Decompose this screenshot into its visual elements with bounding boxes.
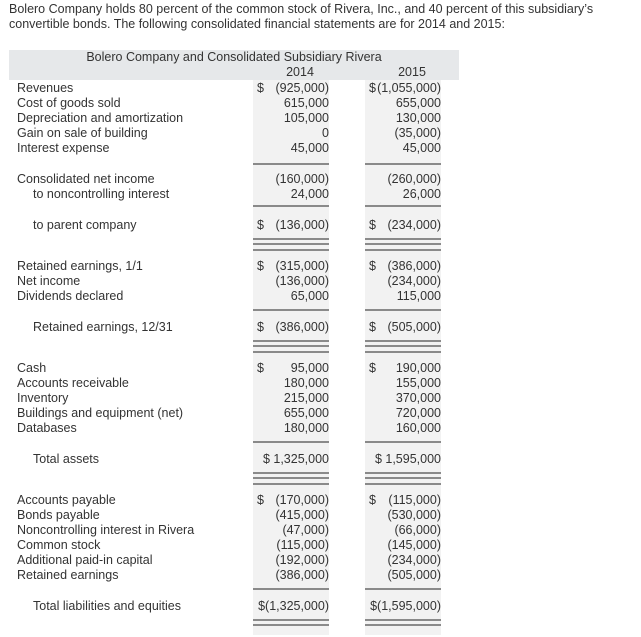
currency-symbol: $ bbox=[369, 259, 376, 273]
value-2015: (234,000) bbox=[387, 218, 441, 232]
value-2014: 24,000 bbox=[290, 187, 329, 201]
row-label: Dividends declared bbox=[17, 289, 124, 303]
value-2015: 160,000 bbox=[395, 421, 441, 435]
row-label: Bonds payable bbox=[17, 508, 100, 522]
currency-symbol: $ bbox=[369, 81, 376, 95]
separator-line bbox=[253, 472, 329, 474]
separator-line bbox=[253, 309, 329, 311]
value-2015: (1,055,000) bbox=[377, 81, 441, 95]
separator-line bbox=[253, 163, 329, 165]
separator-line bbox=[365, 243, 441, 245]
row-label: Consolidated net income bbox=[17, 172, 155, 186]
value-2014: 180,000 bbox=[283, 421, 329, 435]
row-label: Additional paid-in capital bbox=[17, 553, 153, 567]
row-label: Inventory bbox=[17, 391, 69, 405]
value-2014: (386,000) bbox=[275, 568, 329, 582]
value-2015: (35,000) bbox=[394, 126, 441, 140]
currency-symbol: $ bbox=[257, 259, 264, 273]
value-2015: 130,000 bbox=[395, 111, 441, 125]
value-2015: 155,000 bbox=[395, 376, 441, 390]
currency-symbol: $ bbox=[257, 320, 264, 334]
separator-line bbox=[253, 483, 329, 485]
value-2014: $(1,325,000) bbox=[258, 599, 329, 613]
value-2015: (115,000) bbox=[388, 493, 441, 507]
value-2015: (386,000) bbox=[387, 259, 441, 273]
value-2015: (260,000) bbox=[387, 172, 441, 186]
value-2014: 655,000 bbox=[283, 406, 329, 420]
value-2014: (136,000) bbox=[275, 274, 329, 288]
row-label: Accounts payable bbox=[17, 493, 116, 507]
separator-line bbox=[253, 588, 329, 590]
currency-symbol: $ bbox=[257, 81, 264, 95]
separator-line bbox=[365, 624, 441, 626]
currency-symbol: $ bbox=[369, 218, 376, 232]
row-label: Total assets bbox=[33, 452, 100, 466]
value-2015: 655,000 bbox=[395, 96, 441, 110]
separator-line bbox=[365, 351, 441, 353]
value-2014: 65,000 bbox=[290, 289, 329, 303]
row-label: Depreciation and amortization bbox=[17, 111, 184, 125]
value-2015: 115,000 bbox=[396, 289, 441, 303]
currency-symbol: $ bbox=[369, 361, 376, 375]
separator-line bbox=[365, 441, 441, 443]
value-2015: (145,000) bbox=[387, 538, 441, 552]
row-label: Common stock bbox=[17, 538, 101, 552]
separator-line bbox=[365, 588, 441, 590]
value-2014: (160,000) bbox=[275, 172, 329, 186]
value-2014: 0 bbox=[322, 126, 329, 140]
value-2015: 720,000 bbox=[395, 406, 441, 420]
separator-line bbox=[365, 238, 441, 240]
value-2014: (315,000) bbox=[275, 259, 329, 273]
separator-line bbox=[365, 249, 441, 251]
value-2015: $ 1,595,000 bbox=[374, 452, 441, 466]
value-2014: (925,000) bbox=[275, 81, 329, 95]
table-title: Bolero Company and Consolidated Subsidiary Rivera bbox=[86, 50, 382, 64]
value-2014: (192,000) bbox=[275, 553, 329, 567]
year-header-2014: 2014 bbox=[286, 65, 314, 79]
row-label: Retained earnings bbox=[17, 568, 119, 582]
separator-line bbox=[253, 238, 329, 240]
value-2014: 215,000 bbox=[283, 391, 329, 405]
separator-line bbox=[365, 619, 441, 621]
separator-line bbox=[253, 205, 329, 207]
value-2015: (234,000) bbox=[387, 274, 441, 288]
value-2014: 105,000 bbox=[283, 111, 329, 125]
value-2015: $(1,595,000) bbox=[370, 599, 441, 613]
row-label: Cost of goods sold bbox=[17, 96, 121, 110]
separator-line bbox=[365, 309, 441, 311]
value-2015: 45,000 bbox=[402, 141, 441, 155]
row-label: Accounts receivable bbox=[17, 376, 129, 390]
separator-line bbox=[365, 163, 441, 165]
value-2015: 370,000 bbox=[395, 391, 441, 405]
currency-symbol: $ bbox=[257, 361, 264, 375]
row-label: Retained earnings, 1/1 bbox=[17, 259, 143, 273]
separator-line bbox=[365, 205, 441, 207]
value-2014: (47,000) bbox=[282, 523, 329, 537]
separator-line bbox=[253, 249, 329, 251]
value-2015: (234,000) bbox=[387, 553, 441, 567]
value-2015: (505,000) bbox=[387, 320, 441, 334]
value-2014: $ 1,325,000 bbox=[262, 452, 329, 466]
row-label: Gain on sale of building bbox=[17, 126, 148, 140]
separator-line bbox=[365, 472, 441, 474]
separator-line bbox=[253, 340, 329, 342]
currency-symbol: $ bbox=[257, 218, 264, 232]
value-2014: (386,000) bbox=[275, 320, 329, 334]
separator-line bbox=[253, 345, 329, 347]
row-label: Interest expense bbox=[17, 141, 110, 155]
value-2014: 95,000 bbox=[290, 361, 329, 375]
value-2014: 45,000 bbox=[290, 141, 329, 155]
separator-line bbox=[365, 477, 441, 479]
separator-line bbox=[253, 477, 329, 479]
row-label: to noncontrolling interest bbox=[33, 187, 170, 201]
separator-line bbox=[365, 340, 441, 342]
value-2014: (115,000) bbox=[276, 538, 329, 552]
value-2015: (505,000) bbox=[387, 568, 441, 582]
separator-line bbox=[253, 619, 329, 621]
currency-symbol: $ bbox=[369, 320, 376, 334]
row-label: Buildings and equipment (net) bbox=[17, 406, 184, 420]
value-2014: (136,000) bbox=[275, 218, 329, 232]
value-2014: 615,000 bbox=[283, 96, 329, 110]
row-label: Databases bbox=[17, 421, 77, 435]
value-2015: (530,000) bbox=[387, 508, 441, 522]
year-header-2015: 2015 bbox=[398, 65, 426, 79]
separator-line bbox=[365, 345, 441, 347]
separator-line bbox=[253, 351, 329, 353]
separator-line bbox=[253, 441, 329, 443]
value-2015: 190,000 bbox=[395, 361, 441, 375]
problem-intro: Bolero Company holds 80 percent of the common stock of Rivera, Inc., and 40 percent of this subsidiary’s convertible bonds. The following consolidated financial statements are for 2014 and 2015: bbox=[9, 2, 594, 31]
currency-symbol: $ bbox=[369, 493, 376, 507]
row-label: Retained earnings, 12/31 bbox=[33, 320, 173, 334]
separator-line bbox=[365, 483, 441, 485]
row-label: Total liabilities and equities bbox=[33, 599, 182, 613]
separator-line bbox=[253, 624, 329, 626]
value-2014: 180,000 bbox=[283, 376, 329, 390]
currency-symbol: $ bbox=[257, 493, 264, 507]
separator-line bbox=[253, 243, 329, 245]
row-label: to parent company bbox=[33, 218, 137, 232]
value-2015: 26,000 bbox=[402, 187, 441, 201]
value-2014: (415,000) bbox=[275, 508, 329, 522]
value-2014: (170,000) bbox=[275, 493, 329, 507]
row-label: Noncontrolling interest in Rivera bbox=[17, 523, 195, 537]
row-label: Net income bbox=[17, 274, 81, 288]
row-label: Revenues bbox=[17, 81, 74, 95]
row-label: Cash bbox=[17, 361, 47, 375]
value-2015: (66,000) bbox=[394, 523, 441, 537]
